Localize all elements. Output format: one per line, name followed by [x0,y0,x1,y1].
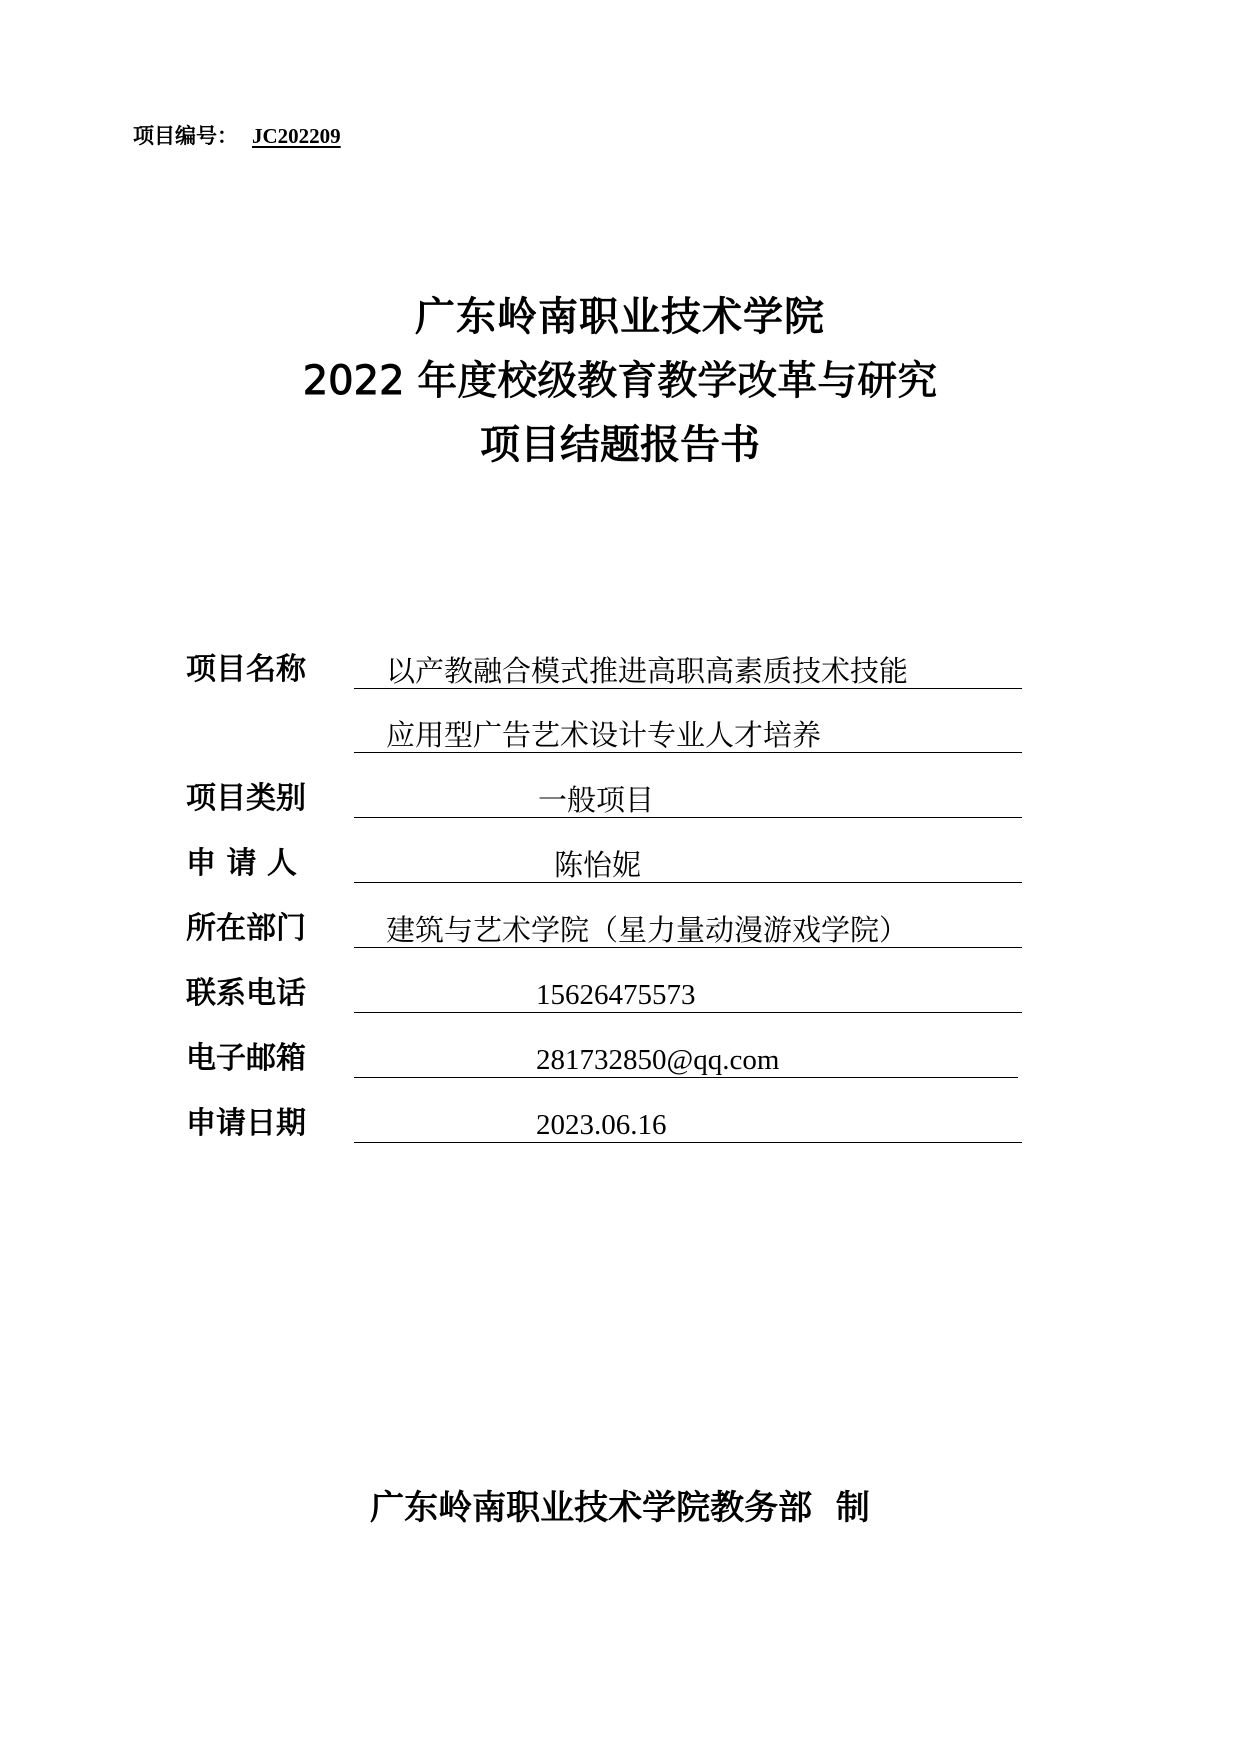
field-value: 建筑与艺术学院（星力量动漫游戏学院） [386,913,909,947]
field-underline [354,752,1022,753]
field-label: 申请日期 [186,1106,306,1141]
field-label: 项目类别 [186,781,306,816]
field-underline [354,947,1022,948]
title-line-2: 2022 年度校级教育教学改革与研究 [302,358,938,404]
field-label: 申 请 人 [186,846,297,881]
title-line-3: 项目结题报告书 [480,422,760,468]
field-department [0,907,1240,951]
field-value: 以产教融合模式推进高职高素质技术技能 [386,654,909,688]
title-line-1: 广东岭南职业技术学院 [415,294,825,340]
project-number [133,122,343,150]
document-title [0,285,1240,477]
field-label: 所在部门 [186,911,306,946]
field-underline [354,688,1022,689]
field-value: 2023.06.16 [536,1109,667,1141]
field-underline [354,1142,1022,1143]
field-phone [0,972,1240,1016]
field-value: 陈怡妮 [554,848,642,882]
field-label: 联系电话 [186,976,306,1011]
field-applicant [0,842,1240,886]
field-project-name [0,648,1240,692]
issuer-footer: 广东岭南职业技术学院教务部 制 [370,1488,870,1528]
field-label: 项目名称 [186,652,306,687]
field-project-type [0,777,1240,821]
field-label: 电子邮箱 [186,1041,306,1076]
field-apply-date [0,1102,1240,1146]
field-project-name-continued [0,712,1240,756]
project-number-label: 项目编号： [133,124,238,148]
field-value: 应用型广告艺术设计专业人才培养 [386,718,822,752]
field-email [0,1037,1240,1081]
field-underline [354,817,1022,818]
project-number-value: JC202209 [252,124,341,148]
field-underline [354,1012,1022,1013]
field-value: 281732850@qq.com [536,1044,780,1076]
field-value: 一般项目 [538,783,655,817]
field-underline [354,1077,1018,1078]
field-underline [354,882,1022,883]
field-value: 15626475573 [536,979,696,1011]
